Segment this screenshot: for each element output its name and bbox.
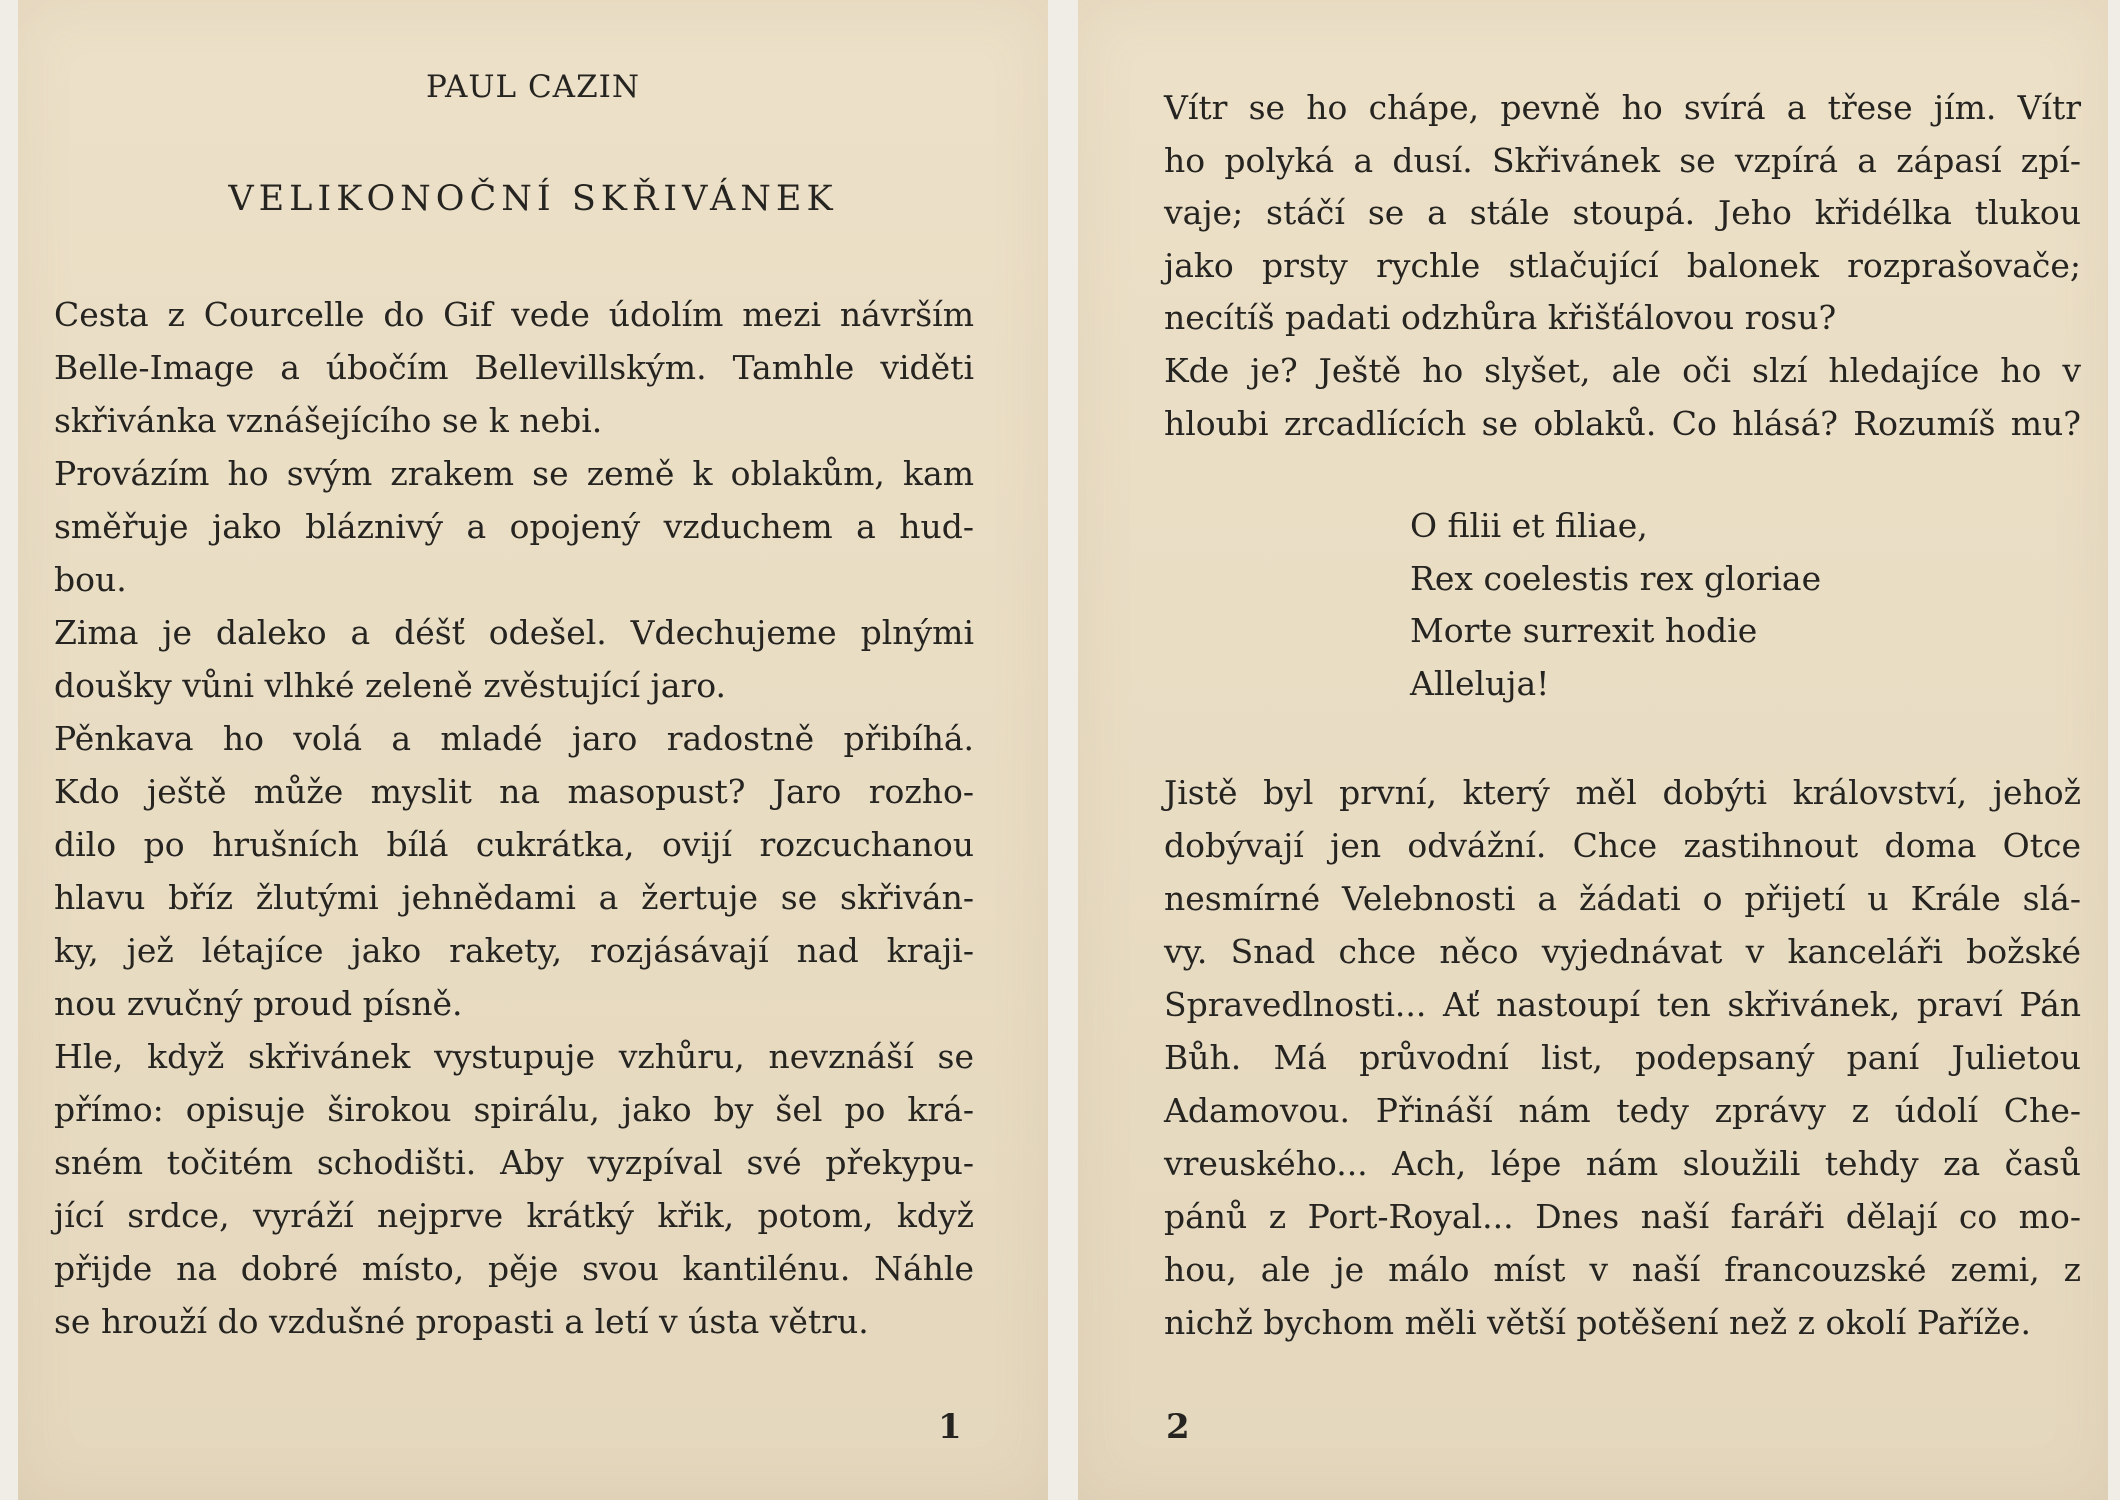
text-line: Bůh. Má průvodní list, podepsaný paní Julietou <box>1164 1038 2081 1077</box>
right-page <box>1078 0 2108 1500</box>
text-line: přímo: opisuje širokou spirálu, jako by šel po krá- <box>54 1090 974 1129</box>
latin-verse <box>1410 500 1821 710</box>
text-line: Provázím ho svým zrakem se země k oblakům, kam <box>54 454 974 493</box>
text-line: nou zvučný proud písně. <box>54 984 463 1023</box>
text-line: ho polyká a dusí. Skřivánek se vzpírá a zápasí zpí- <box>1164 140 2081 180</box>
text-line: Cesta z Courcelle do Gif vede údolím mezi návrším <box>54 295 974 334</box>
text-line: směřuje jako bláznivý a opojený vzduchem a hud- <box>54 507 974 546</box>
page-number-left: 1 <box>938 1407 962 1447</box>
page-number-right: 2 <box>1166 1407 1190 1447</box>
verse-line: Morte surrexit hodie <box>1410 611 1758 650</box>
text-line: hlavu bříz žlutými jehnědami a žertuje se skřiván- <box>54 878 974 917</box>
text-line: necítíš padati odzhůra křišťálovou rosu? <box>1164 298 1837 338</box>
text-line: sném točitém schodišti. Aby vyzpíval své překypu- <box>54 1143 974 1182</box>
text-line: nesmírné Velebnosti a žádati o přijetí u Krále slá- <box>1164 879 2081 918</box>
text-line: jící srdce, vyráží nejprve krátký křik, potom, když <box>54 1196 974 1235</box>
chapter-title: VELIKONOČNÍ SKŘIVÁNEK <box>228 179 838 219</box>
text-line: Jistě byl první, který měl dobýti království, jehož <box>1164 773 2081 812</box>
verse-line: Rex coelestis rex gloriae <box>1410 558 1822 598</box>
right-body-text-top <box>1164 82 2081 450</box>
text-line: Spravedlnosti... Ať nastoupí ten skřivánek, praví Pán <box>1164 985 2081 1024</box>
text-line: jako prsty rychle stlačující balonek rozprašovače; <box>1164 245 2081 285</box>
text-line: Vítr se ho chápe, pevně ho svírá a třese jím. Vítr <box>1164 88 2081 127</box>
text-line: vreuského... Ach, lépe nám sloužili tehdy za časů <box>1164 1144 2081 1183</box>
text-line: skřivánka vznášejícího se k nebi. <box>54 401 603 440</box>
text-line: vaje; stáčí se a stále stoupá. Jeho křidélka tlukou <box>1164 193 2081 233</box>
right-body-text-bottom <box>1164 766 2081 1349</box>
left-page <box>18 0 1048 1500</box>
left-body-text <box>54 288 974 1348</box>
text-line: bou. <box>54 560 127 599</box>
text-line: Belle-Image a úbočím Bellevillským. Tamhle viděti <box>54 348 974 387</box>
text-line: hloubi zrcadlících se oblaků. Co hlásá? Rozumíš mu? <box>1164 403 2081 443</box>
text-line: přijde na dobré místo, pěje svou kantilénu. Náhle <box>54 1249 974 1288</box>
text-line: dobývají jen odvážní. Chce zastihnout doma Otce <box>1164 826 2081 865</box>
text-line: pánů z Port-Royal... Dnes naší faráři dělají co mo- <box>1164 1197 2081 1236</box>
text-line: Adamovou. Přináší nám tedy zprávy z údolí Che- <box>1164 1091 2081 1130</box>
text-line: nichž bychom měli větší potěšení než z okolí Paříže. <box>1164 1303 2031 1342</box>
author-name: PAUL CAZIN <box>426 69 640 105</box>
text-line: hou, ale je málo míst v naší francouzské zemi, z <box>1164 1250 2081 1289</box>
text-line: Pěnkava ho volá a mladé jaro radostně přibíhá. <box>54 719 974 758</box>
text-line: doušky vůni vlhké zeleně zvěstující jaro. <box>54 666 727 705</box>
text-line: dilo po hrušních bílá cukrátka, ovijí rozcuchanou <box>54 825 974 864</box>
text-line: ky, jež létajíce jako rakety, rozjásávají nad kraji- <box>54 931 974 970</box>
text-line: Hle, když skřivánek vystupuje vzhůru, nevznáší se <box>54 1037 974 1076</box>
text-line: Kde je? Ještě ho slyšet, ale oči slzí hledajíce ho v <box>1164 350 2081 390</box>
text-line: Zima je daleko a déšť odešel. Vdechujeme plnými <box>54 613 974 652</box>
text-line: Kdo ještě může myslit na masopust? Jaro rozho- <box>54 772 974 811</box>
verse-line: Alleluja! <box>1410 663 1550 703</box>
text-line: vy. Snad chce něco vyjednávat v kanceláři božské <box>1164 932 2081 971</box>
verse-line: O filii et filiae, <box>1410 506 1648 545</box>
text-line: se hrouží do vzdušné propasti a letí v ústa větru. <box>54 1302 869 1341</box>
